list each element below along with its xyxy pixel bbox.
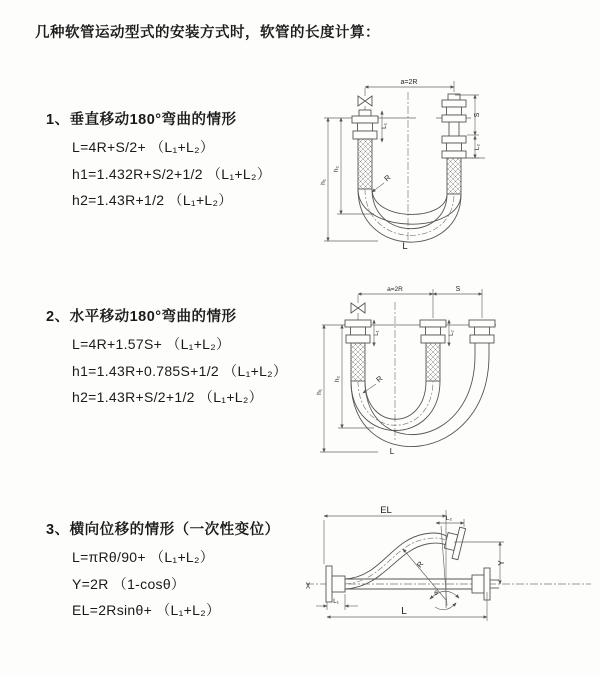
centerline-mark: χ (305, 580, 311, 589)
dimension-l1 (381, 111, 388, 142)
section-1-heading: 1、垂直移动180°弯曲的情形 (46, 112, 237, 128)
radius-callout (363, 374, 385, 393)
d2-label-l1: L₁ (374, 330, 380, 336)
d3-label-el: EL (380, 505, 392, 516)
dimension-l1 (374, 320, 380, 346)
hose-displaced-position (345, 533, 450, 589)
hose-arcs (358, 189, 461, 242)
braided-hose (351, 343, 365, 381)
valve-icon (351, 295, 365, 320)
dimension-l2 (436, 515, 464, 527)
section-2 (46, 305, 287, 414)
d1-label-h2: h₂ (333, 165, 340, 173)
d1-label-l1: L₁ (381, 123, 388, 129)
section-2-formula-h2: h2=1.43R+S/2+1/2 （L₁+L₂） (72, 389, 263, 405)
section-2-formula-l: L=4R+1.57S+ （L₁+L₂） (72, 336, 231, 352)
dimension-l (327, 592, 487, 621)
valve-icon (358, 88, 372, 112)
d2-label-s: S (455, 286, 461, 293)
d2-label-r: R (374, 373, 385, 385)
section-3-formula-l: L=πRθ/90+ （L₁+L₂） (72, 549, 215, 565)
d3-label-l1: L₁ (333, 598, 339, 605)
d1-label-l2: L₂ (474, 143, 481, 151)
d3-label-y: Y (497, 560, 506, 566)
d1-label-span: a=2R (400, 79, 418, 86)
d1-label-h1: h₁ (320, 179, 327, 185)
section-3-formula-y: Y=2R （1-cosθ） (72, 575, 186, 592)
flange-fitting-left (352, 110, 378, 189)
section-1-formula-h1: h1=1.432R+S/2+1/2 （L₁+L₂） (72, 165, 272, 182)
flange-fitting-right (442, 94, 466, 194)
diagram-vertical-180-bend (308, 74, 553, 259)
section-1 (46, 108, 271, 217)
dimension-l2 (467, 136, 481, 158)
flange-fitting-left (326, 566, 345, 602)
d2-label-l2: L₂ (449, 330, 455, 336)
angle-construction (403, 510, 459, 610)
d2-label-l: L (389, 447, 395, 456)
section-3 (46, 518, 280, 627)
d3-label-r: R (414, 559, 426, 570)
braided-hose (426, 343, 440, 381)
d3-label-l2: L₂ (445, 515, 453, 522)
radius-callout (372, 173, 393, 192)
hose-arcs (351, 355, 489, 447)
dimension-l2 (449, 320, 455, 346)
section-3-formula-el: EL=2Rsinθ+ （L₁+L₂） (72, 602, 221, 618)
section-1-formula-l: L=4R+S/2+ （L₁+L₂） (72, 139, 215, 155)
braided-hose (447, 158, 461, 194)
dimension-h1 (316, 325, 378, 452)
d2-label-span: a=2R (387, 286, 403, 293)
d3-label-theta: θ (434, 590, 438, 597)
flange-fitting-right (469, 320, 495, 355)
d2-label-h1: h₁ (316, 389, 323, 395)
braided-hose (358, 139, 372, 189)
page-title: 几种软管运动型式的安装方式时，软管的长度计算： (35, 25, 380, 41)
section-2-heading: 2、水平移动180°弯曲的情形 (46, 309, 237, 325)
d1-label-l: L (402, 241, 408, 252)
d1-label-r: R (382, 172, 393, 184)
diagram-horizontal-180-bend (308, 282, 558, 474)
section-2-formula-h1: h1=1.43R+0.785S+1/2 （L₁+L₂） (72, 362, 288, 379)
d1-label-s: S (474, 112, 481, 118)
section-1-formula-h2: h2=1.43R+1/2 （L₁+L₂） (72, 192, 233, 208)
dimension-el (324, 505, 446, 564)
dimension-l1 (316, 594, 358, 610)
flange-fitting-center (420, 320, 446, 381)
dimension-span (365, 79, 454, 92)
diagram-lateral-displacement (296, 496, 600, 644)
d2-label-h2: h₂ (334, 375, 341, 383)
section-3-heading: 3、横向位移的情形（一次性变位） (46, 522, 280, 538)
dimension-s (433, 286, 482, 294)
dimension-span (358, 286, 482, 318)
flange-fitting-left (345, 320, 371, 381)
d3-label-l: L (401, 606, 407, 617)
